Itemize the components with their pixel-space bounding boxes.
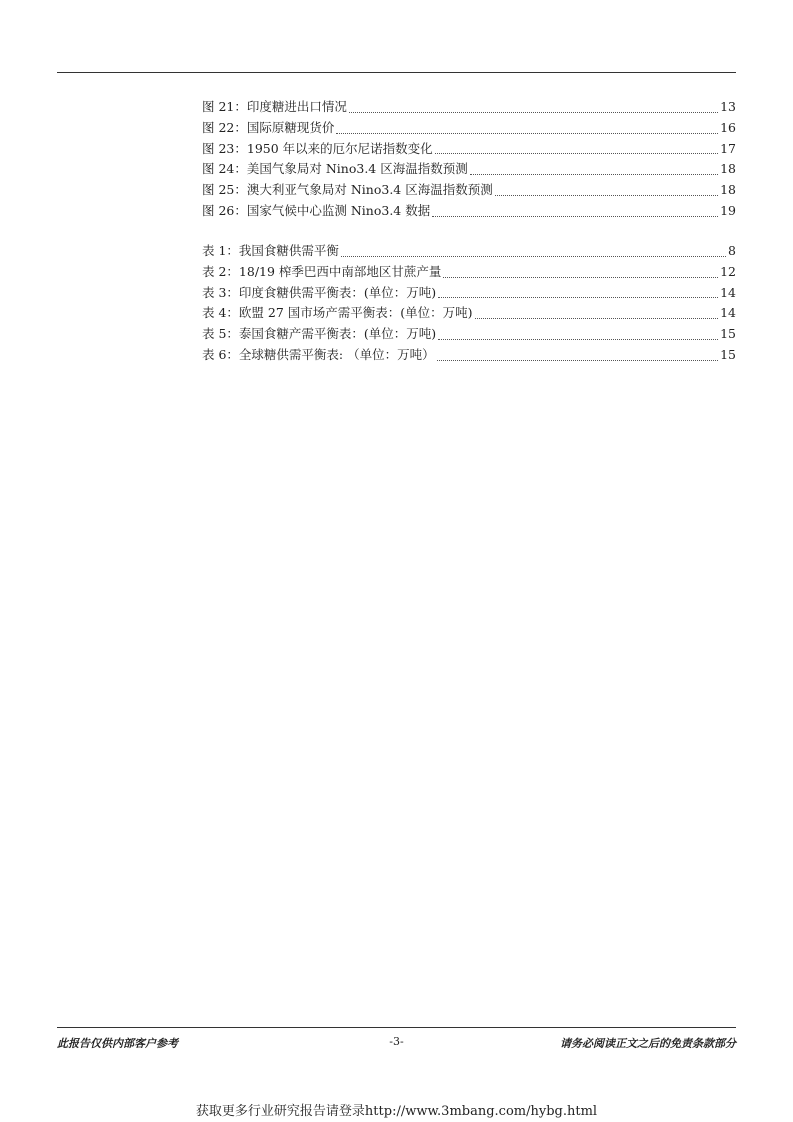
entry-page: 19 <box>720 202 736 218</box>
table-list <box>202 241 736 366</box>
entry-page: 8 <box>728 243 736 258</box>
dot-leader <box>475 317 719 319</box>
entry-page: 13 <box>720 99 736 114</box>
toc-entry[interactable] <box>202 180 736 201</box>
toc-entry[interactable] <box>202 241 736 262</box>
entry-page: 14 <box>720 305 736 321</box>
figure-list <box>202 97 736 222</box>
entry-label: 表 6：全球糖供需平衡表: （单位：万吨） <box>202 346 435 362</box>
entry-label: 表 3：印度食糖供需平衡表：(单位：万吨) <box>202 284 437 300</box>
toc-entry[interactable] <box>202 201 736 222</box>
entry-label: 图 21：印度糖进出口情况 <box>202 99 347 114</box>
entry-page: 12 <box>720 263 736 279</box>
dot-leader <box>349 111 718 113</box>
entry-label: 表 2：18/19 榨季巴西中南部地区甘蔗产量 <box>202 263 442 279</box>
entry-page: 18 <box>720 182 736 198</box>
toc-entry[interactable] <box>202 324 736 345</box>
entry-label: 表 5：泰国食糖产需平衡表：(单位：万吨) <box>202 326 437 342</box>
toc-entry[interactable] <box>202 262 736 283</box>
entry-label: 图 26：国家气候中心监测 Nino3.4 数据 <box>202 202 431 218</box>
toc-entry[interactable] <box>202 139 736 160</box>
toc-entry[interactable] <box>202 283 736 304</box>
dot-leader <box>438 296 718 298</box>
dot-leader <box>435 152 718 154</box>
entry-label: 图 24：美国气象局对 Nino3.4 区海温指数预测 <box>202 161 468 177</box>
dot-leader <box>495 194 718 196</box>
entry-page: 16 <box>720 119 736 135</box>
toc-entry[interactable] <box>202 97 736 118</box>
dot-leader <box>432 215 718 217</box>
dot-leader <box>437 359 718 361</box>
page-footer <box>57 1035 736 1051</box>
footer-rule <box>57 1027 736 1028</box>
entry-label: 图 23：1950 年以来的厄尔尼诺指数变化 <box>202 140 433 156</box>
entry-label: 图 22：国际原糖现货价 <box>202 119 335 135</box>
toc-entry[interactable] <box>202 118 736 139</box>
dot-leader <box>336 132 718 134</box>
dot-leader <box>438 338 718 340</box>
footer-disclaimer-left: 此报告仅供内部客户参考 <box>57 1037 178 1050</box>
entry-page: 18 <box>720 161 736 177</box>
toc-entry[interactable] <box>202 159 736 180</box>
header-rule <box>57 72 736 73</box>
toc-entry[interactable] <box>202 303 736 324</box>
dot-leader <box>443 276 718 278</box>
page-number: -3- <box>389 1035 404 1048</box>
entry-page: 14 <box>720 284 736 300</box>
dot-leader <box>341 255 726 257</box>
promo-link-text[interactable]: 获取更多行业研究报告请登录http://www.3mbang.com/hybg.html <box>195 1104 598 1119</box>
entry-label: 图 25：澳大利亚气象局对 Nino3.4 区海温指数预测 <box>202 182 493 198</box>
footer-disclaimer-right: 请务必阅读正文之后的免责条款部分 <box>560 1037 736 1050</box>
entry-page: 17 <box>720 140 736 156</box>
entry-label: 表 4：欧盟 27 国市场产需平衡表：(单位：万吨) <box>202 305 473 321</box>
entry-label: 表 1：我国食糖供需平衡 <box>202 243 339 258</box>
entry-page: 15 <box>720 326 736 342</box>
entry-page: 15 <box>720 346 736 362</box>
dot-leader <box>470 173 718 175</box>
toc-entry[interactable] <box>202 345 736 366</box>
